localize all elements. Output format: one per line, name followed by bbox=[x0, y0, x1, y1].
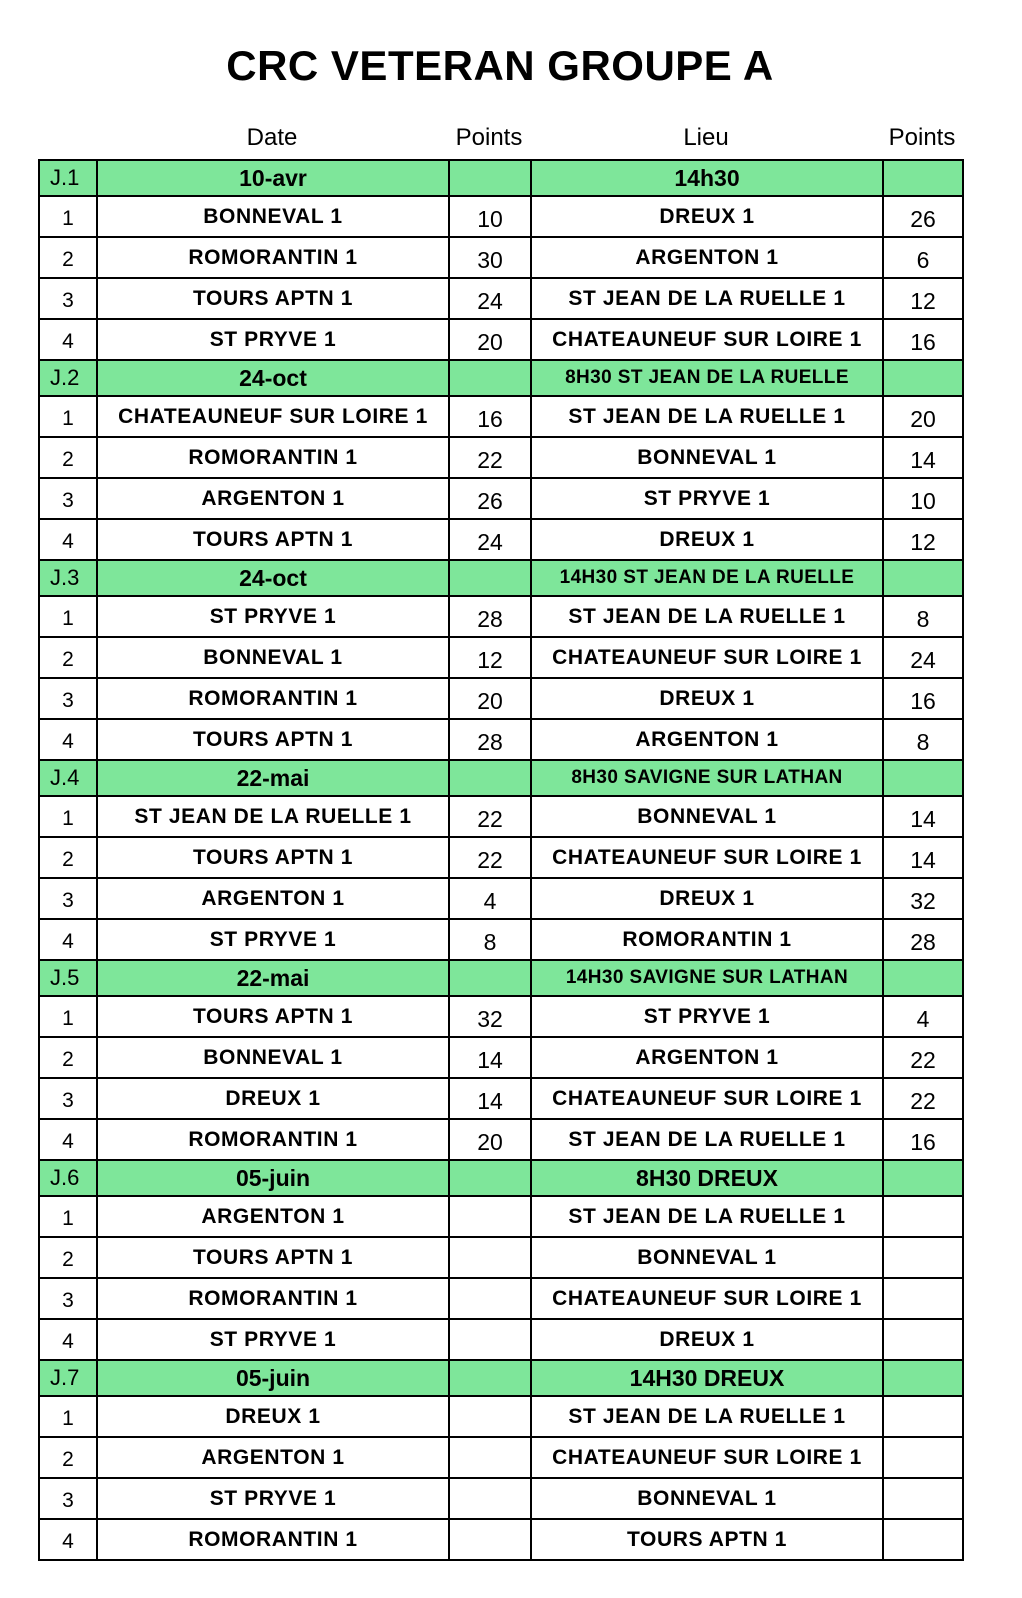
match-number: 3 bbox=[39, 1478, 97, 1519]
round-header-row bbox=[39, 160, 963, 196]
match-number: 4 bbox=[39, 1519, 97, 1560]
home-points: 24 bbox=[449, 278, 531, 319]
match-number: 1 bbox=[39, 796, 97, 837]
home-points: 26 bbox=[449, 478, 531, 519]
home-points: 22 bbox=[449, 796, 531, 837]
away-points: 8 bbox=[883, 596, 963, 637]
round-label: J.2 bbox=[39, 360, 97, 396]
away-team: DREUX 1 bbox=[531, 519, 883, 560]
match-number: 1 bbox=[39, 596, 97, 637]
away-points: 20 bbox=[883, 396, 963, 437]
away-team: CHATEAUNEUF SUR LOIRE 1 bbox=[531, 319, 883, 360]
away-points bbox=[883, 1278, 963, 1319]
match-number: 2 bbox=[39, 1037, 97, 1078]
home-team: ST PRYVE 1 bbox=[97, 1478, 449, 1519]
home-team: ROMORANTIN 1 bbox=[97, 1519, 449, 1560]
match-row bbox=[39, 1037, 963, 1078]
round-date: 22-mai bbox=[97, 760, 449, 796]
away-points bbox=[883, 1196, 963, 1237]
match-row bbox=[39, 837, 963, 878]
round-date: 05-juin bbox=[97, 1160, 449, 1196]
home-points: 16 bbox=[449, 396, 531, 437]
round-header-points-cell bbox=[883, 160, 963, 196]
away-team: CHATEAUNEUF SUR LOIRE 1 bbox=[531, 1437, 883, 1478]
away-points: 22 bbox=[883, 1037, 963, 1078]
away-points bbox=[883, 1319, 963, 1360]
away-team: DREUX 1 bbox=[531, 1319, 883, 1360]
away-team: ST PRYVE 1 bbox=[531, 996, 883, 1037]
round-label: J.4 bbox=[39, 760, 97, 796]
away-team: ST JEAN DE LA RUELLE 1 bbox=[531, 1396, 883, 1437]
home-team: ROMORANTIN 1 bbox=[97, 437, 449, 478]
home-team: DREUX 1 bbox=[97, 1396, 449, 1437]
home-points: 24 bbox=[449, 519, 531, 560]
away-points: 12 bbox=[883, 519, 963, 560]
home-team: DREUX 1 bbox=[97, 1078, 449, 1119]
away-points bbox=[883, 1437, 963, 1478]
round-place: 14H30 ST JEAN DE LA RUELLE bbox=[531, 560, 883, 596]
away-team: BONNEVAL 1 bbox=[531, 1237, 883, 1278]
round-place: 8H30 ST JEAN DE LA RUELLE bbox=[531, 360, 883, 396]
match-row bbox=[39, 919, 963, 960]
home-points bbox=[449, 1319, 531, 1360]
match-number: 1 bbox=[39, 196, 97, 237]
away-points: 16 bbox=[883, 1119, 963, 1160]
home-points bbox=[449, 1519, 531, 1560]
match-number: 4 bbox=[39, 719, 97, 760]
column-header-lieu: Lieu bbox=[683, 124, 729, 151]
away-points: 28 bbox=[883, 919, 963, 960]
round-date: 10-avr bbox=[97, 160, 449, 196]
away-points: 16 bbox=[883, 319, 963, 360]
round-date: 22-mai bbox=[97, 960, 449, 996]
schedule-table bbox=[38, 159, 964, 1561]
round-header-points-cell bbox=[449, 1360, 531, 1396]
match-row bbox=[39, 1119, 963, 1160]
away-team: TOURS APTN 1 bbox=[531, 1519, 883, 1560]
home-points: 20 bbox=[449, 678, 531, 719]
column-header-date: Date bbox=[246, 124, 298, 151]
away-team: DREUX 1 bbox=[531, 878, 883, 919]
home-team: TOURS APTN 1 bbox=[97, 837, 449, 878]
match-number: 2 bbox=[39, 237, 97, 278]
home-points: 20 bbox=[449, 1119, 531, 1160]
home-team: ROMORANTIN 1 bbox=[97, 1278, 449, 1319]
home-points: 10 bbox=[449, 196, 531, 237]
match-number: 1 bbox=[39, 996, 97, 1037]
round-header-points-cell bbox=[883, 760, 963, 796]
column-header-points-home: Points bbox=[455, 124, 523, 151]
match-row bbox=[39, 519, 963, 560]
round-place: 14H30 DREUX bbox=[531, 1360, 883, 1396]
home-team: ROMORANTIN 1 bbox=[97, 1119, 449, 1160]
match-row bbox=[39, 1319, 963, 1360]
round-header-points-cell bbox=[883, 1160, 963, 1196]
home-team: ARGENTON 1 bbox=[97, 878, 449, 919]
away-team: ST JEAN DE LA RUELLE 1 bbox=[531, 278, 883, 319]
match-row bbox=[39, 237, 963, 278]
round-label: J.1 bbox=[39, 160, 97, 196]
match-number: 3 bbox=[39, 1078, 97, 1119]
home-points: 20 bbox=[449, 319, 531, 360]
away-points: 22 bbox=[883, 1078, 963, 1119]
home-team: ST PRYVE 1 bbox=[97, 919, 449, 960]
home-team: ARGENTON 1 bbox=[97, 478, 449, 519]
match-number: 2 bbox=[39, 1237, 97, 1278]
match-row bbox=[39, 319, 963, 360]
home-points: 30 bbox=[449, 237, 531, 278]
home-team: ST PRYVE 1 bbox=[97, 319, 449, 360]
home-team: BONNEVAL 1 bbox=[97, 196, 449, 237]
away-team: ST JEAN DE LA RUELLE 1 bbox=[531, 596, 883, 637]
match-row bbox=[39, 1278, 963, 1319]
away-team: ROMORANTIN 1 bbox=[531, 919, 883, 960]
round-header-points-cell bbox=[449, 960, 531, 996]
match-number: 1 bbox=[39, 1196, 97, 1237]
match-number: 4 bbox=[39, 919, 97, 960]
away-team: ST JEAN DE LA RUELLE 1 bbox=[531, 1119, 883, 1160]
away-team: ST JEAN DE LA RUELLE 1 bbox=[531, 396, 883, 437]
home-team: CHATEAUNEUF SUR LOIRE 1 bbox=[97, 396, 449, 437]
match-row bbox=[39, 678, 963, 719]
match-number: 3 bbox=[39, 678, 97, 719]
home-team: BONNEVAL 1 bbox=[97, 637, 449, 678]
round-header-points-cell bbox=[883, 360, 963, 396]
match-number: 3 bbox=[39, 878, 97, 919]
round-label: J.5 bbox=[39, 960, 97, 996]
match-number: 4 bbox=[39, 519, 97, 560]
round-label: J.7 bbox=[39, 1360, 97, 1396]
away-points: 12 bbox=[883, 278, 963, 319]
home-points: 14 bbox=[449, 1037, 531, 1078]
home-points bbox=[449, 1396, 531, 1437]
home-team: ST JEAN DE LA RUELLE 1 bbox=[97, 796, 449, 837]
home-team: ROMORANTIN 1 bbox=[97, 237, 449, 278]
match-number: 4 bbox=[39, 1319, 97, 1360]
away-points bbox=[883, 1478, 963, 1519]
match-number: 4 bbox=[39, 1119, 97, 1160]
away-points bbox=[883, 1237, 963, 1278]
round-header-row bbox=[39, 760, 963, 796]
match-number: 3 bbox=[39, 478, 97, 519]
round-place: 8H30 DREUX bbox=[531, 1160, 883, 1196]
home-points: 22 bbox=[449, 437, 531, 478]
away-points: 32 bbox=[883, 878, 963, 919]
match-row bbox=[39, 278, 963, 319]
round-header-row bbox=[39, 360, 963, 396]
round-date: 24-oct bbox=[97, 560, 449, 596]
home-points bbox=[449, 1196, 531, 1237]
match-row bbox=[39, 796, 963, 837]
away-team: DREUX 1 bbox=[531, 196, 883, 237]
away-team: DREUX 1 bbox=[531, 678, 883, 719]
away-team: ARGENTON 1 bbox=[531, 1037, 883, 1078]
match-row bbox=[39, 878, 963, 919]
away-team: ST JEAN DE LA RUELLE 1 bbox=[531, 1196, 883, 1237]
match-row bbox=[39, 1478, 963, 1519]
away-points: 14 bbox=[883, 796, 963, 837]
away-points: 14 bbox=[883, 837, 963, 878]
home-team: TOURS APTN 1 bbox=[97, 996, 449, 1037]
home-points bbox=[449, 1478, 531, 1519]
home-points: 12 bbox=[449, 637, 531, 678]
home-team: ARGENTON 1 bbox=[97, 1196, 449, 1237]
home-points: 28 bbox=[449, 719, 531, 760]
away-team: CHATEAUNEUF SUR LOIRE 1 bbox=[531, 837, 883, 878]
match-number: 1 bbox=[39, 1396, 97, 1437]
away-team: ST PRYVE 1 bbox=[531, 478, 883, 519]
away-team: CHATEAUNEUF SUR LOIRE 1 bbox=[531, 1078, 883, 1119]
round-place: 14H30 SAVIGNE SUR LATHAN bbox=[531, 960, 883, 996]
home-points bbox=[449, 1437, 531, 1478]
away-points: 4 bbox=[883, 996, 963, 1037]
round-header-points-cell bbox=[449, 760, 531, 796]
home-team: TOURS APTN 1 bbox=[97, 1237, 449, 1278]
match-row bbox=[39, 1078, 963, 1119]
away-points: 26 bbox=[883, 196, 963, 237]
home-points: 4 bbox=[449, 878, 531, 919]
away-team: BONNEVAL 1 bbox=[531, 437, 883, 478]
match-row bbox=[39, 596, 963, 637]
match-row bbox=[39, 1519, 963, 1560]
round-header-points-cell bbox=[883, 960, 963, 996]
match-row bbox=[39, 396, 963, 437]
match-row bbox=[39, 478, 963, 519]
home-team: ST PRYVE 1 bbox=[97, 1319, 449, 1360]
match-row bbox=[39, 996, 963, 1037]
match-row bbox=[39, 719, 963, 760]
round-label: J.3 bbox=[39, 560, 97, 596]
home-team: TOURS APTN 1 bbox=[97, 519, 449, 560]
match-number: 4 bbox=[39, 319, 97, 360]
away-points: 16 bbox=[883, 678, 963, 719]
away-points: 24 bbox=[883, 637, 963, 678]
home-points: 8 bbox=[449, 919, 531, 960]
away-team: CHATEAUNEUF SUR LOIRE 1 bbox=[531, 637, 883, 678]
round-header-points-cell bbox=[883, 560, 963, 596]
away-points: 8 bbox=[883, 719, 963, 760]
home-team: TOURS APTN 1 bbox=[97, 278, 449, 319]
round-place: 14h30 bbox=[531, 160, 883, 196]
match-row bbox=[39, 1437, 963, 1478]
home-points: 32 bbox=[449, 996, 531, 1037]
round-date: 05-juin bbox=[97, 1360, 449, 1396]
round-header-row bbox=[39, 560, 963, 596]
home-team: TOURS APTN 1 bbox=[97, 719, 449, 760]
match-number: 3 bbox=[39, 1278, 97, 1319]
home-points: 22 bbox=[449, 837, 531, 878]
round-label: J.6 bbox=[39, 1160, 97, 1196]
match-row bbox=[39, 196, 963, 237]
round-header-points-cell bbox=[449, 560, 531, 596]
home-team: ARGENTON 1 bbox=[97, 1437, 449, 1478]
round-header-points-cell bbox=[449, 160, 531, 196]
home-team: ROMORANTIN 1 bbox=[97, 678, 449, 719]
round-place: 8H30 SAVIGNE SUR LATHAN bbox=[531, 760, 883, 796]
away-points bbox=[883, 1519, 963, 1560]
home-points: 28 bbox=[449, 596, 531, 637]
home-team: BONNEVAL 1 bbox=[97, 1037, 449, 1078]
match-row bbox=[39, 1237, 963, 1278]
column-header-points-away: Points bbox=[888, 124, 956, 151]
away-points: 14 bbox=[883, 437, 963, 478]
round-header-points-cell bbox=[449, 360, 531, 396]
match-number: 1 bbox=[39, 396, 97, 437]
away-team: ARGENTON 1 bbox=[531, 237, 883, 278]
match-row bbox=[39, 437, 963, 478]
away-points: 10 bbox=[883, 478, 963, 519]
round-header-row bbox=[39, 960, 963, 996]
home-team: ST PRYVE 1 bbox=[97, 596, 449, 637]
round-date: 24-oct bbox=[97, 360, 449, 396]
home-points bbox=[449, 1237, 531, 1278]
match-number: 2 bbox=[39, 837, 97, 878]
match-number: 3 bbox=[39, 278, 97, 319]
round-header-points-cell bbox=[883, 1360, 963, 1396]
match-number: 2 bbox=[39, 437, 97, 478]
match-row bbox=[39, 1196, 963, 1237]
round-header-row bbox=[39, 1360, 963, 1396]
match-row bbox=[39, 1396, 963, 1437]
away-team: CHATEAUNEUF SUR LOIRE 1 bbox=[531, 1278, 883, 1319]
away-points: 6 bbox=[883, 237, 963, 278]
away-team: BONNEVAL 1 bbox=[531, 796, 883, 837]
match-number: 2 bbox=[39, 1437, 97, 1478]
round-header-row bbox=[39, 1160, 963, 1196]
away-points bbox=[883, 1396, 963, 1437]
away-team: ARGENTON 1 bbox=[531, 719, 883, 760]
home-points bbox=[449, 1278, 531, 1319]
round-header-points-cell bbox=[449, 1160, 531, 1196]
page-title: CRC VETERAN GROUPE A bbox=[226, 42, 774, 89]
match-row bbox=[39, 637, 963, 678]
home-points: 14 bbox=[449, 1078, 531, 1119]
away-team: BONNEVAL 1 bbox=[531, 1478, 883, 1519]
match-number: 2 bbox=[39, 637, 97, 678]
